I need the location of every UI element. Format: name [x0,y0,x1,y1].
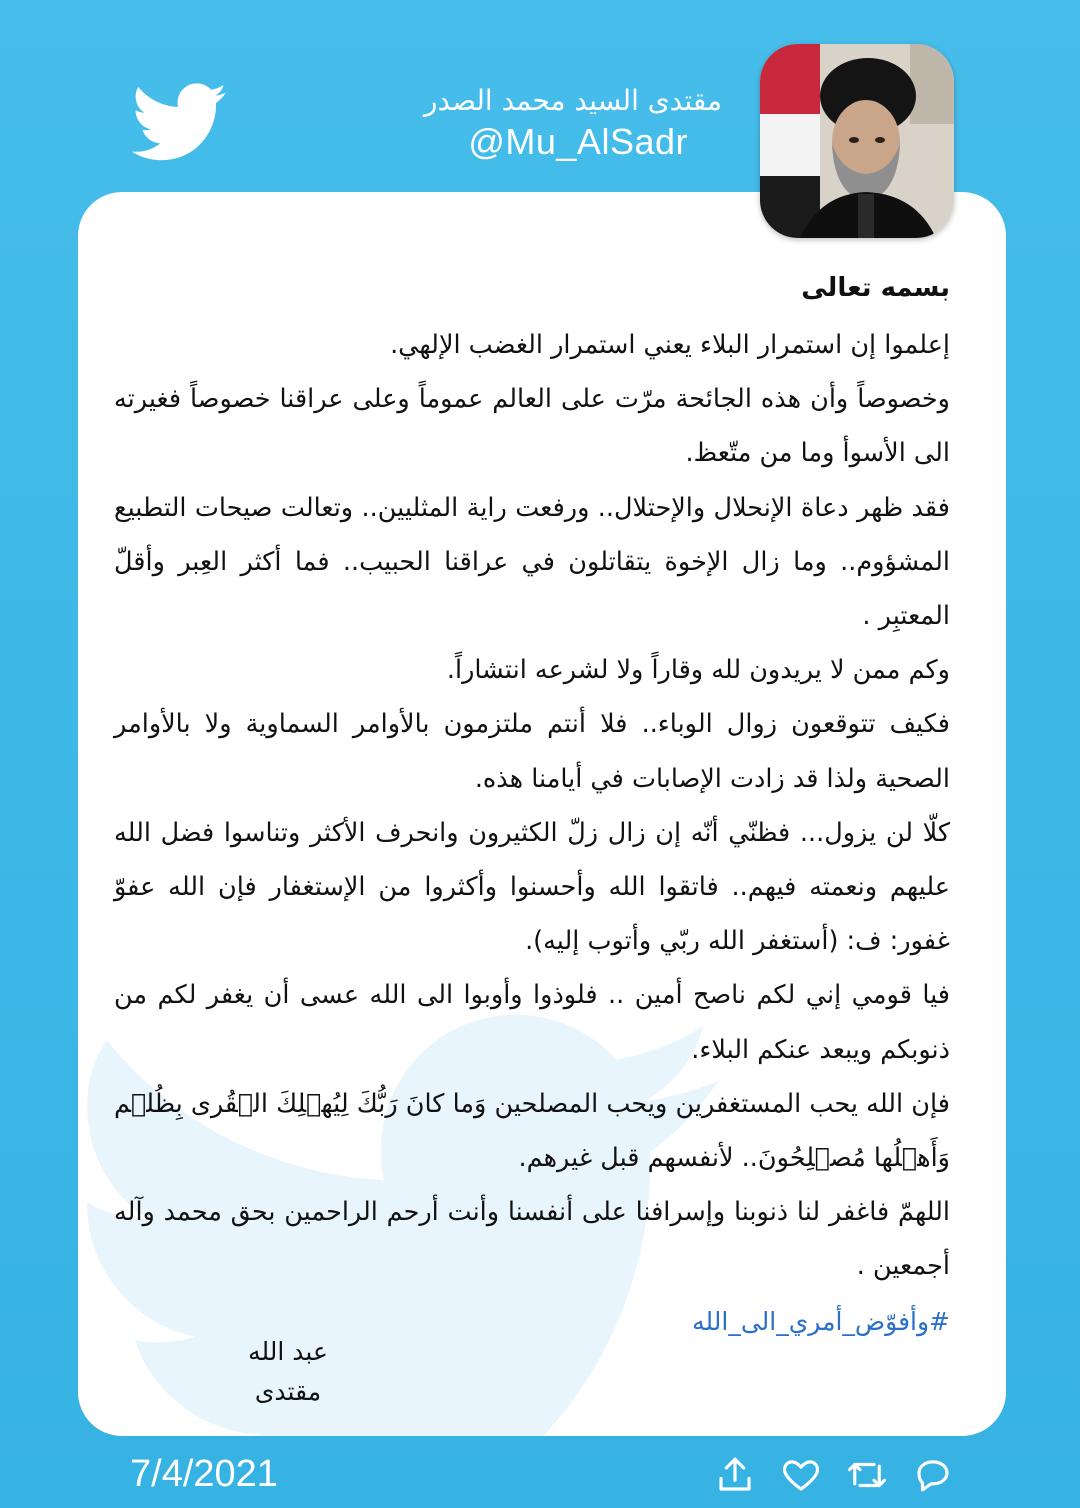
signature-line-2: مقتدى [254,1377,322,1406]
tweet-paragraph: فيا قومي إني لكم ناصح أمين .. فلوذوا وأوبوا الى الله عسى أن يغفر لكم من ذنوبكم ويبعد عنكم البلاء. [114,980,950,1065]
like-heart-icon[interactable] [780,1454,822,1496]
signature-line-1: عبد الله [248,1337,328,1366]
avatar[interactable] [760,44,954,238]
tweet-basmala: بسمه تعالى [801,273,950,303]
tweet-paragraph: اللهمّ فاغفر لنا ذنوبنا وإسرافنا على أنفسنا وأنت أرحم الراحمين بحق محمد وآله أجمعين . [114,1197,950,1282]
tweet-paragraph: وكم ممن لا يريدون لله وقاراً ولا لشرعه انتشاراً. [446,655,950,686]
tweet-actions [714,1452,954,1498]
tweet-text [114,258,950,1350]
tweet-paragraph: إعلموا إن استمرار البلاء يعني استمرار الغضب الإلهي. [390,330,950,360]
twitter-bird-icon [132,82,228,164]
share-icon[interactable] [714,1454,756,1496]
tweet-paragraph: وخصوصاً وأن هذه الجائحة مرّت على العالم عموماً وعلى عراقنا خصوصاً فغيرته الى الأسوأ وما من متّعظ. [114,384,950,469]
tweet-paragraph: فقد ظهر دعاة الإنحلال والإحتلال.. ورفعت راية المثليين.. وتعالت صيحات التطبيع المشؤوم.. وما زال الإخوة يتقاتلون في عراقنا الحبيب.. فما أكثر العِبر وأقلّ المعتبِر . [114,492,950,632]
tweet-paragraph: كلّا لن يزول... فظنّي أنّه إن زال زلّ الكثيرون وانحرف الأكثر وتناسوا فضل الله عليهم ونعمته فيهم.. فاتقوا الله وأحسنوا وأكثروا من الإستغفار فإن الله عفوّ غفور: ف: (أستغفر الله ربّي وأتوب إليه). [114,817,950,957]
author-handle[interactable]: @Mu_AlSadr [468,121,688,162]
reply-icon[interactable] [912,1454,954,1496]
tweet-paragraph: فكيف تتوقعون زوال الوباء.. فلا أنتم ملتزمون بالأوامر السماوية ولا بالأوامر الصحية ولذا قد زادت الإصابات في أيامنا هذه. [114,709,950,794]
tweet-date: 7/4/2021 [130,1453,278,1495]
avatar-image [760,44,954,238]
retweet-icon[interactable] [846,1454,888,1496]
tweet-signature [228,1332,348,1412]
tweet-card [78,192,1006,1436]
tweet-paragraph: فإن الله يحب المستغفرين ويحب المصلحين وَما كانَ رَبُّكَ لِيُهۡلِكَ الۡقُرى بِظُلۡم وَأَهۡلُها مُصۡلِحُونَ.. لأنفسهم قبل غيرهم. [114,1088,950,1174]
tweet-author [302,82,722,164]
tweet-hashtag-link[interactable]: #وأفوّض_أمري_الى_الله [692,1306,950,1336]
author-display-name[interactable]: مقتدى السيد محمد الصدر [423,84,722,117]
